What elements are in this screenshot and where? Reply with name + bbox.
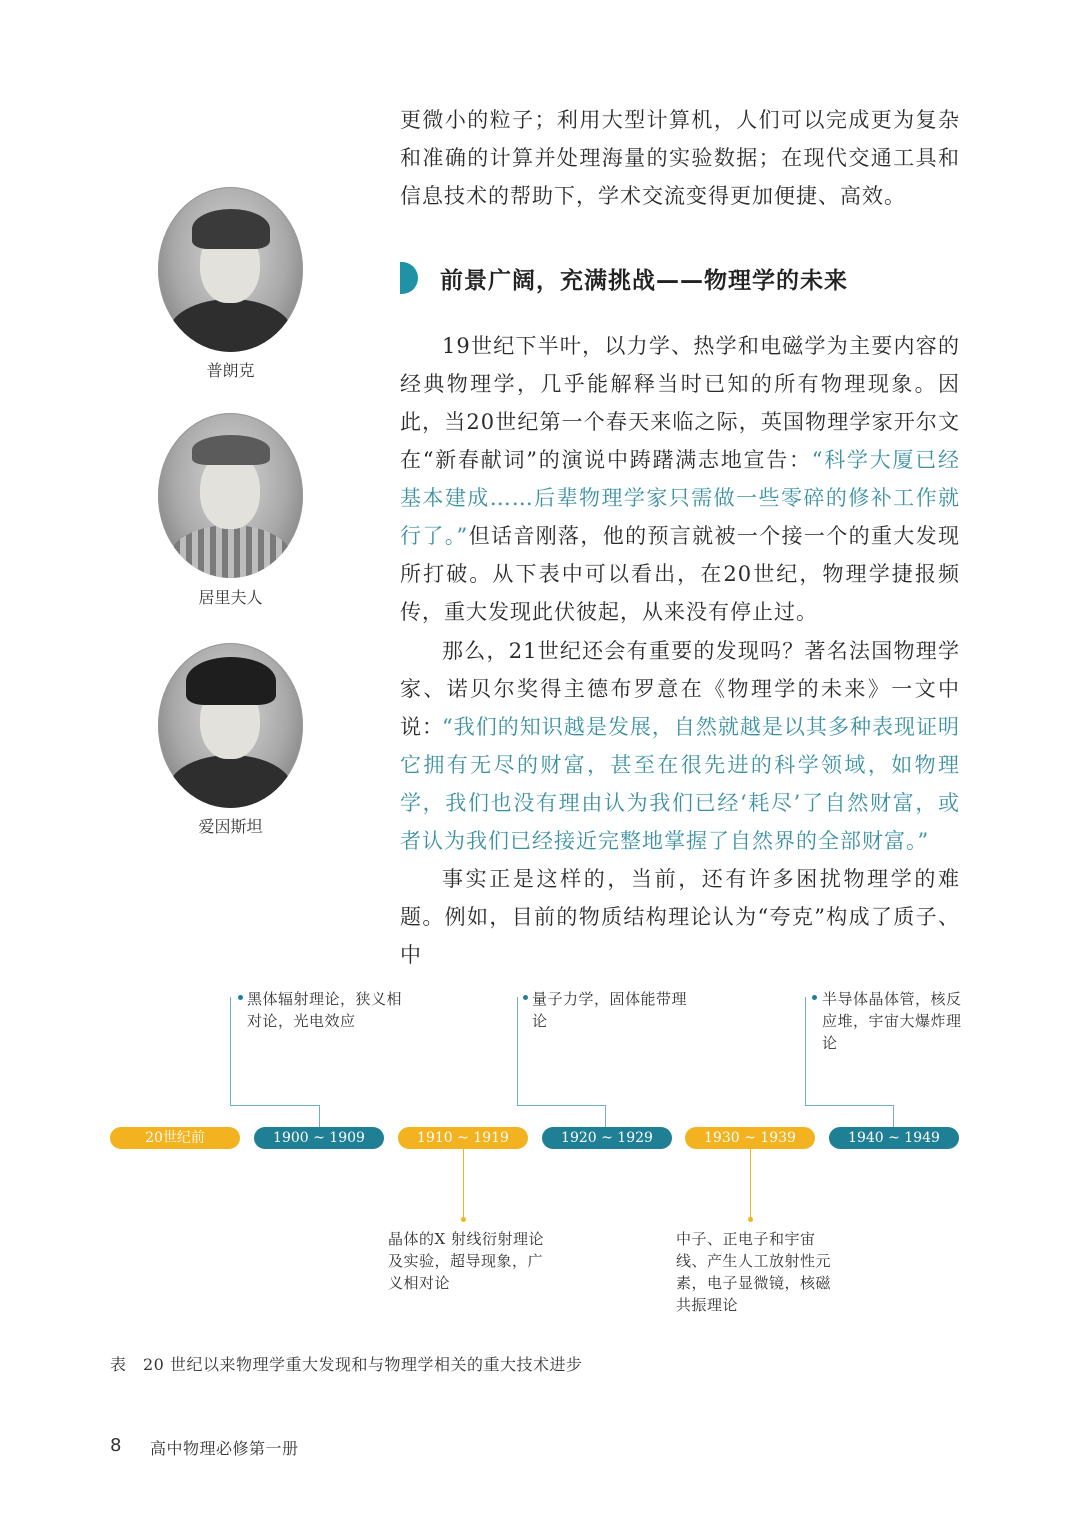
paragraph-kelvin-end: 但话音刚落，他的预言就被一个接一个的重大发现所打破。从下表中可以看出，在20世纪，物理学捷报频传，重大发现此伏彼起，从来没有停止过。 [400,524,960,624]
page-number: 8 [110,1435,122,1456]
timeline-period-1930-1939: 1930 ~ 1939 [685,1127,815,1149]
einstein-caption: 爱因斯坦 [198,817,263,836]
timeline-connector [605,1105,606,1127]
curie-caption: 居里夫人 [198,588,263,607]
paragraph-intro-continued: 更微小的粒子；利用大型计算机，人们可以完成更为复杂和准确的计算并处理海量的实验数据；在现代交通工具和信息技术的帮助下，学术交流变得更加便捷、高效。 [400,108,960,208]
planck-portrait [158,187,303,352]
paragraph-de-broglie: 那么，21世纪还会有重要的发现吗？著名法国物理学家、诺贝尔奖得主德布罗意在《物理学的未来》一文中说： [400,639,960,739]
timeline-bullet-icon [523,995,528,1000]
paragraph-challenges: 事实正是这样的，当前，还有许多困扰物理学的难题。例如，目前的物质结构理论认为“夸克”构成了质子、中 [400,867,960,967]
heading-marker-icon [400,262,418,294]
timeline-bullet-icon [461,1217,466,1222]
book-title: 高中物理必修第一册 [150,1439,299,1458]
de-broglie-quote: “我们的知识越是发展，自然就越是以其多种表现证明它拥有无尽的财富，甚至在很先进的科学领域，如物理学，我们也没有理由认为我们已经‘耗尽’了自然财富，或者认为我们已经接近完整地掌握了自然界的全部财富。” [400,715,960,853]
timeline-note-1940s: 半导体晶体管，核反应堆，宇宙大爆炸理论 [822,990,962,1052]
kelvin-quote: “科学大厦已经基本建成……后辈物理学家只需做一些零碎的修补工作就行了。” [400,448,960,548]
timeline-bullet-icon [238,995,243,1000]
timeline-note-1920s: 量子力学，固体能带理论 [532,990,688,1030]
timeline-note-1900s: 黑体辐射理论，狭义相对论，光电效应 [247,990,403,1030]
einstein-portrait [158,643,303,808]
timeline-bullet-icon [748,1217,753,1222]
section-heading [400,258,848,298]
paragraph-kelvin [400,327,960,631]
timeline-connector [319,1105,320,1127]
timeline-period-1910-1919: 1910 ~ 1919 [398,1127,528,1149]
timeline-bullet-icon [812,995,817,1000]
timeline-period-pre-1900: 20世纪前 [110,1127,240,1149]
table-caption: 表 20 世纪以来物理学重大发现和与物理学相关的重大技术进步 [110,1355,583,1374]
timeline-connector [230,1105,320,1106]
timeline-note-1930s: 中子、正电子和宇宙线、产生人工放射性元素，电子显微镜，核磁共振理论 [676,1230,832,1314]
timeline-period-1900-1909: 1900 ~ 1909 [254,1127,384,1149]
timeline-connector [517,997,518,1106]
timeline-connector [893,1105,894,1127]
planck-caption: 普朗克 [206,361,255,380]
timeline-connector [230,997,231,1106]
timeline-connector [517,1105,606,1106]
timeline-connector [463,1149,464,1219]
paragraph-kelvin-main: 19世纪下半叶，以力学、热学和电磁学为主要内容的经典物理学，几乎能解释当时已知的所有物理现象。因此，当20世纪第一个春天来临之际，英国物理学家开尔文在“新春献词”的演说中踌躇满志地宣告： [400,334,960,472]
timeline-period-1920-1929: 1920 ~ 1929 [542,1127,672,1149]
timeline-connector [750,1149,751,1219]
timeline-connector [805,997,806,1106]
timeline-connector [805,1105,894,1106]
section-heading-text: 前景广阔，充满挑战——物理学的未来 [440,267,848,294]
timeline-note-1910s: 晶体的X 射线衍射理论及实验，超导现象，广义相对论 [388,1230,544,1292]
timeline-period-1940-1949: 1940 ~ 1949 [829,1127,959,1149]
curie-portrait [158,413,303,578]
